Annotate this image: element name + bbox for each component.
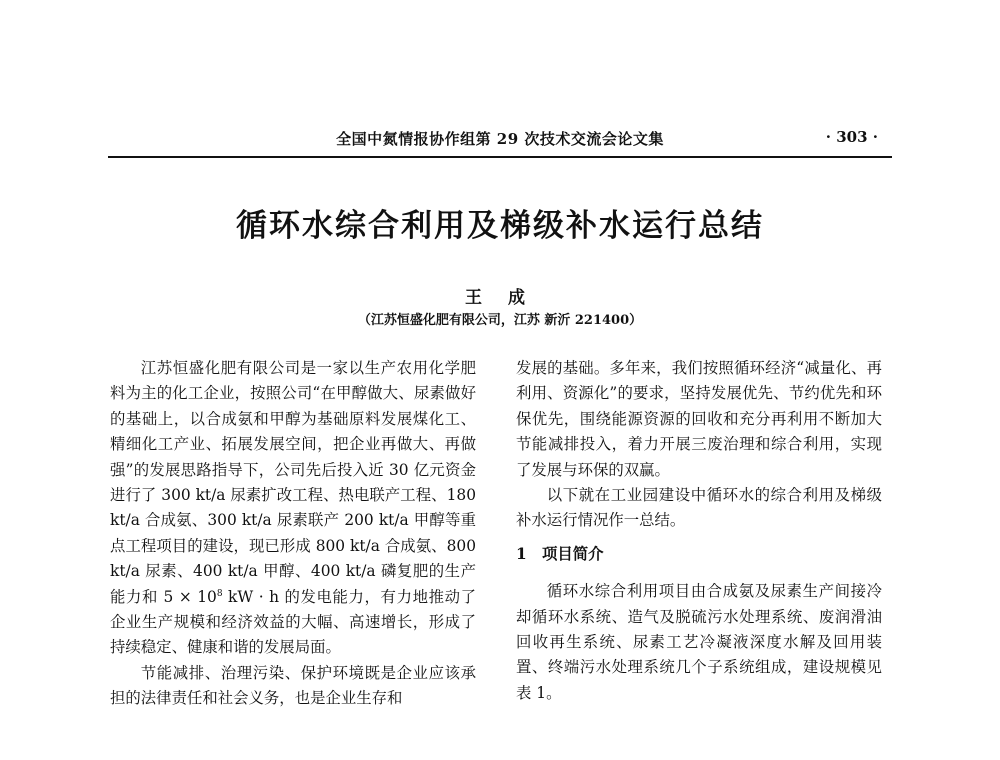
body-paragraph [110,356,476,661]
running-header [108,122,892,158]
section-title: 项目简介 [542,544,604,563]
left-column [110,356,476,712]
journal-title: 全国中氮情报协作组第 29 次技术交流会论文集 [336,130,664,148]
body-paragraph: 循环水综合利用项目由合成氨及尿素生产间接冷却循环水系统、造气及脱硫污水处理系统、废润滑油回收再生系统、尿素工艺冷凝液深度水解及回用装置、终端污水处理系统几个子系统组成，建设规模见表 1。 [516,582,882,702]
body-paragraph: 以下就在工业园建设中循环水的综合利用及梯级补水运行情况作一总结。 [516,486,882,530]
body-paragraph: 节能减排、治理污染、保护环境既是企业应该承担的法律责任和社会义务，也是企业生存和 [110,663,476,708]
author-affiliation: （江苏恒盛化肥有限公司，江苏 新沂 221400） [357,313,643,328]
author-name: 王 成 [465,288,535,308]
paragraph-text: 江苏恒盛化肥有限公司是一家以生产农用化学肥料为主的化工企业，按照公司“在甲醇做大、尿素做好的基础上，以合成氨和甲醇为基础原料发展煤化工、精细化工产业、拓展发展空间，把企业再做大、再做强”的发展思路指导下，公司先后投入近 30 亿元资金进行了 300 kt/a 尿素扩改工程、热电联产工程、180 kt/a 合成氨、300 kt/a 尿素联产 200 kt/a 甲醇等重点工程项目的建设，现已形成 800 kt/a 合成氨、800 kt/a 尿素、400 kt/a 甲醇、400 kt/a 磷复肥的生产能力和 5 × 10 [110,359,476,606]
article-title: 循环水综合利用及梯级补水运行总结 [236,208,764,244]
page-number: · 303 · [825,128,878,146]
section-number: 1 [516,544,527,563]
section-heading [516,542,882,567]
exponent: 8 [216,588,223,599]
paragraph-text: kW · h 的发电能力，有力地推动了企业生产规模和经济效益的大幅、高速增长，形成了持续稳定、健康和谐的发展局面。 [110,587,476,657]
right-column [516,356,882,706]
body-paragraph: 发展的基础。多年来，我们按照循环经济“减量化、再利用、资源化”的要求，坚持发展优先、节约优先和环保优先，围绕能源资源的回收和充分再利用不断加大节能减排投入，着力开展三废治理和综合利用，实现了发展与环保的双赢。 [516,359,882,479]
